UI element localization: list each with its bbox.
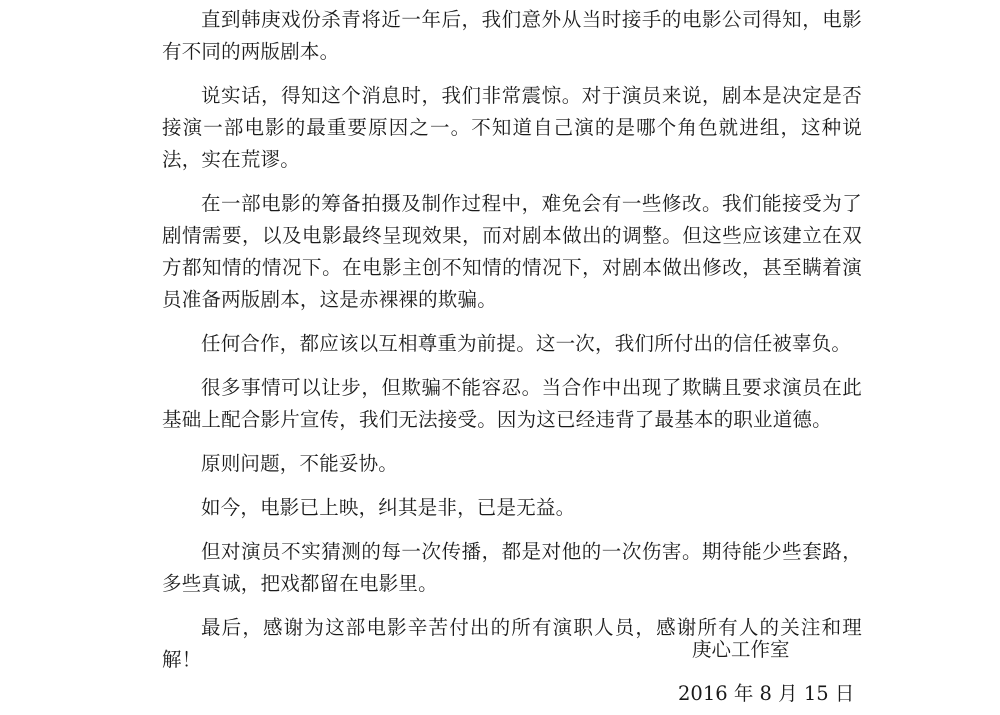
paragraph: 原则问题，不能妥协。 (201, 452, 399, 475)
paragraph: 但对演员不实猜测的每一次传播，都是对他的一次伤害。期待能少些套路，多些真诚，把戏都留在电影里。 (162, 540, 862, 595)
paragraph: 直到韩庚戏份杀青将近一年后，我们意外从当时接手的电影公司得知，电影有不同的两版剧本。 (162, 8, 862, 63)
paragraph: 在一部电影的筹备拍摄及制作过程中，难免会有一些修改。我们能接受为了剧情需要，以及电影最终呈现效果，而对剧本做出的调整。但这些应该建立在双方都知情的情况下。在电影主创不知情的情况下，对剧本做出修改，甚至瞒着演员准备两版剧本，这是赤裸裸的欺骗。 (162, 192, 862, 311)
signature-name: 庚心工作室 (692, 638, 790, 661)
paragraph: 说实话，得知这个消息时，我们非常震惊。对于演员来说，剧本是决定是否接演一部电影的最重要原因之一。不知道自己演的是哪个角色就进组，这种说法，实在荒谬。 (162, 84, 862, 171)
paragraph: 最后，感谢为这部电影辛苦付出的所有演职人员，感谢所有人的关注和理解！ (162, 616, 862, 671)
paragraph: 如今，电影已上映，纠其是非，已是无益。 (201, 496, 576, 519)
signature-block (660, 636, 860, 708)
signature-date: 2016 年 8 月 15 日 (678, 682, 855, 705)
paragraph: 很多事情可以让步，但欺骗不能容忍。当合作中出现了欺瞒且要求演员在此基础上配合影片宣传，我们无法接受。因为这已经违背了最基本的职业道德。 (162, 376, 862, 431)
statement-body (162, 4, 862, 688)
paragraph: 任何合作，都应该以互相尊重为前提。这一次，我们所付出的信任被辜负。 (201, 332, 852, 355)
